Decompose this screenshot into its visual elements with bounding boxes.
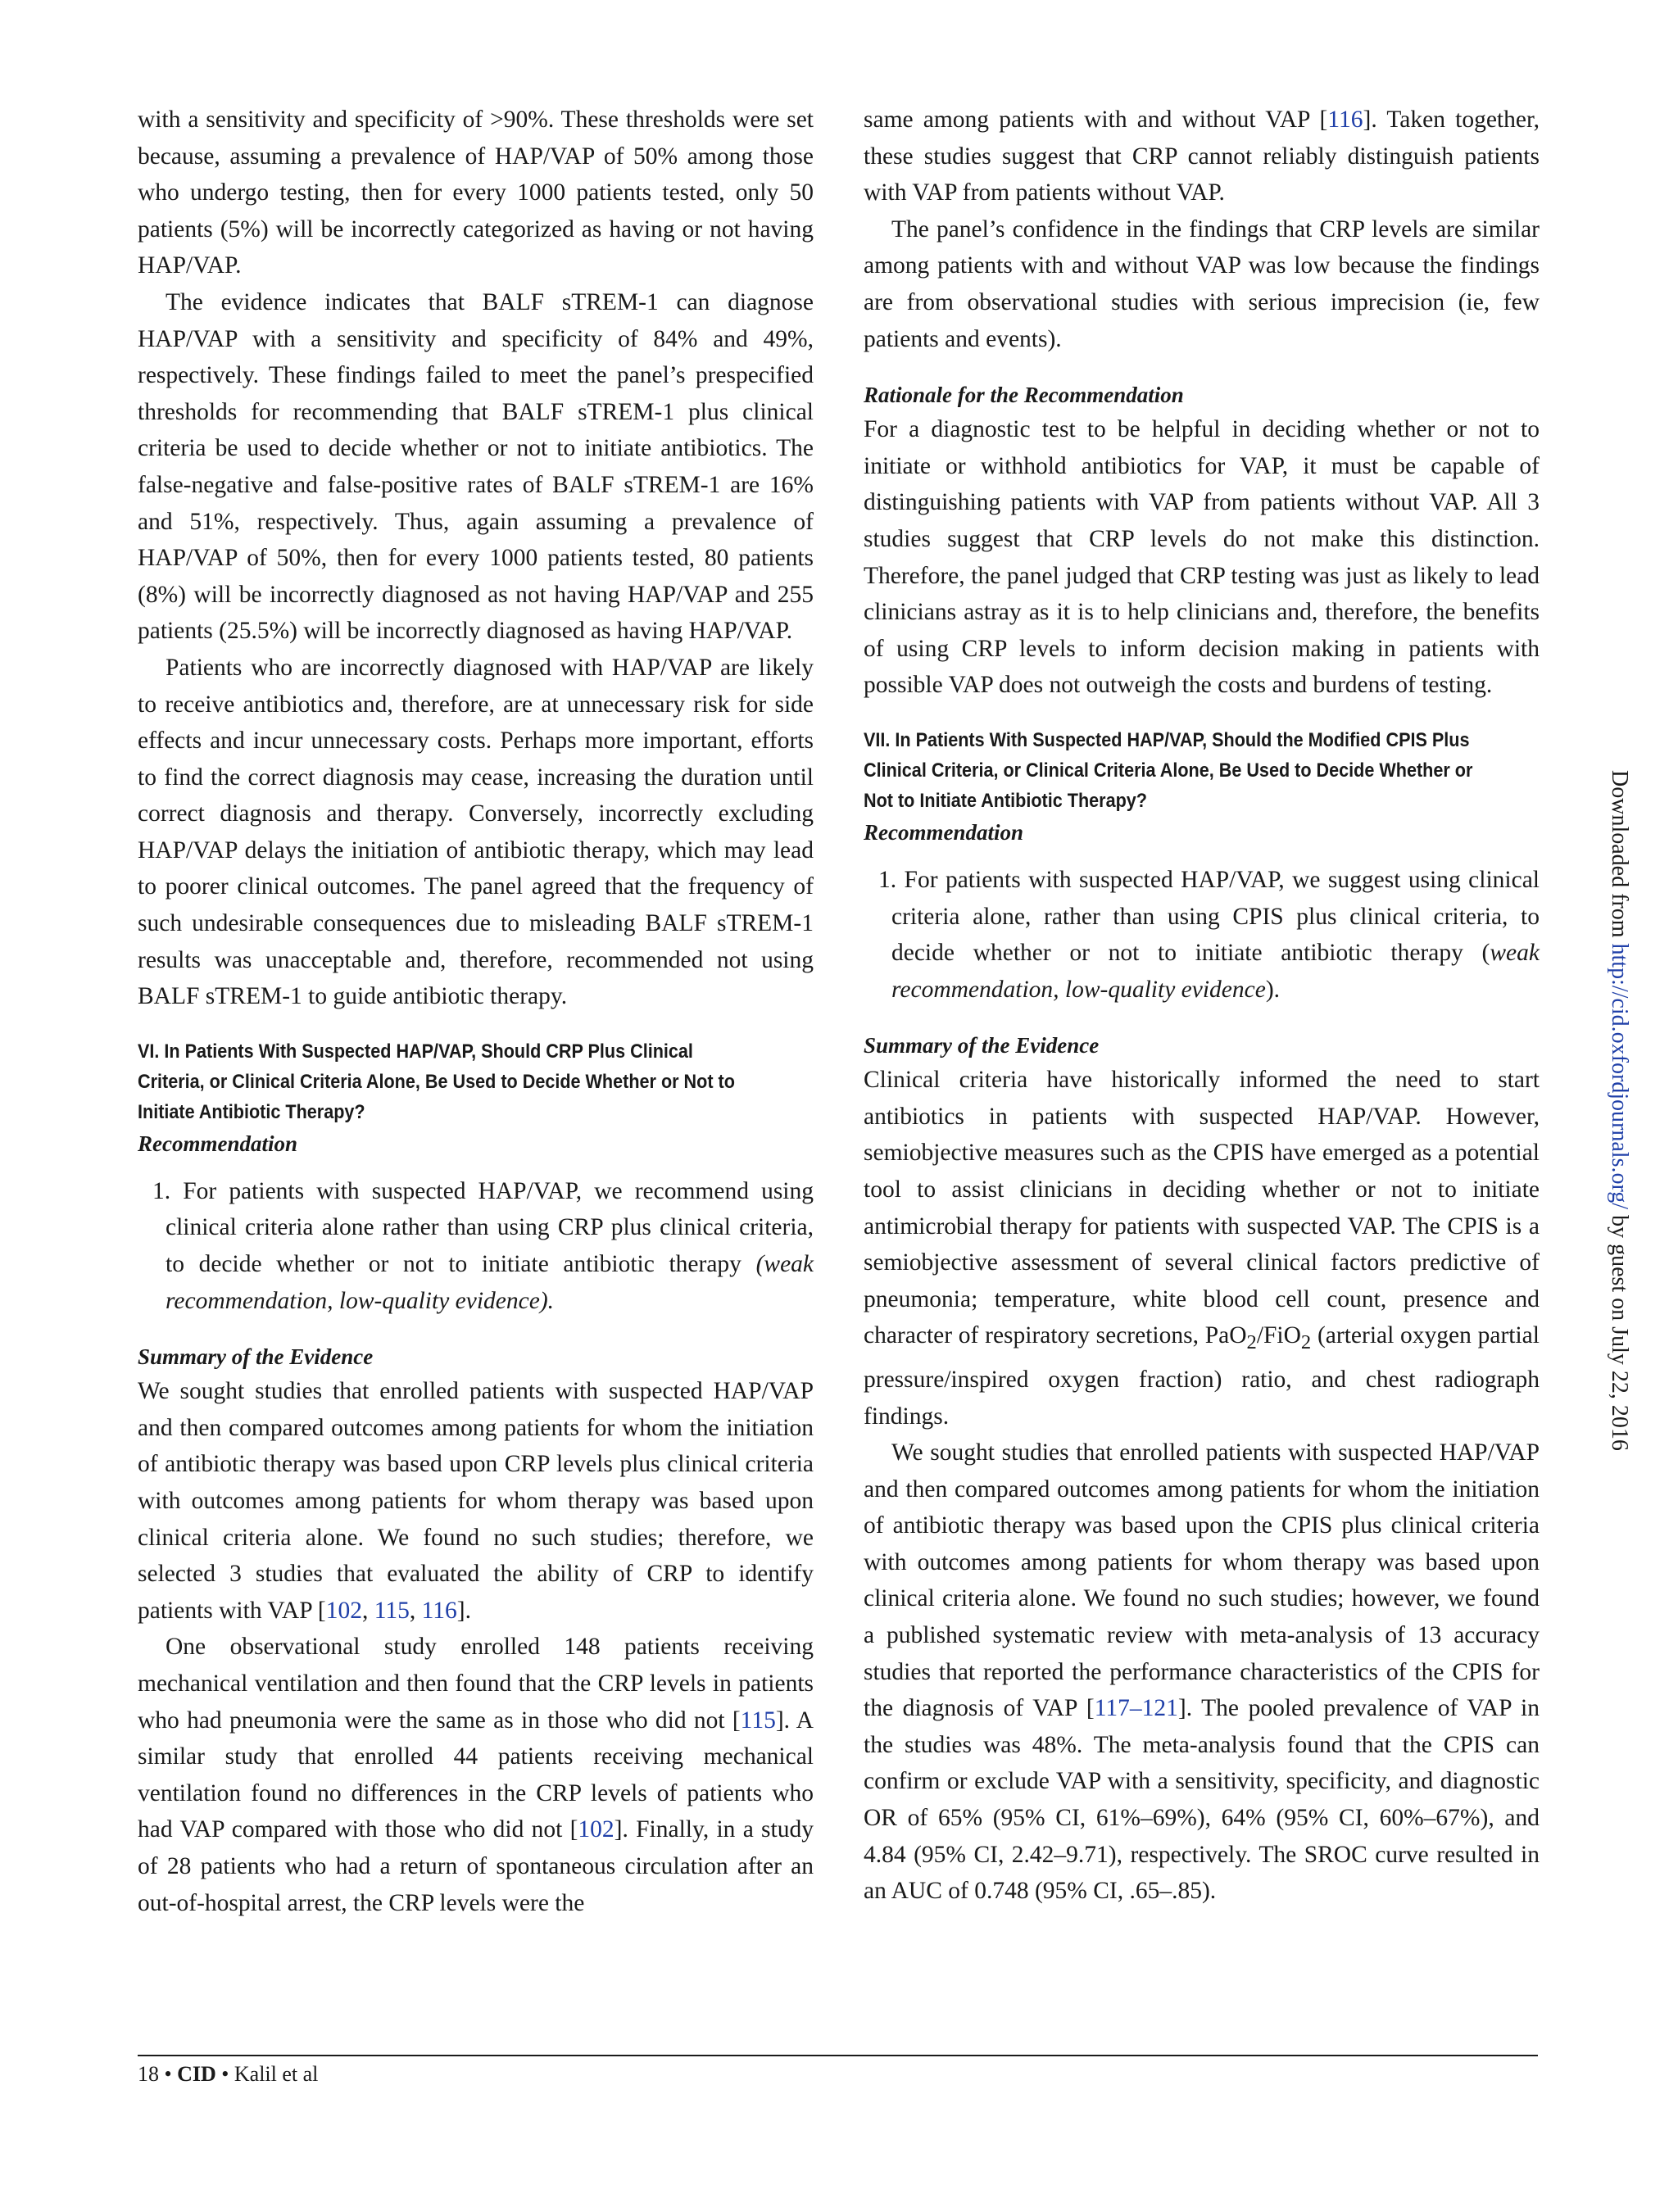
paragraph-text: One observational study enrolled 148 patients receiving mechanical ventilation and then found that the CRP levels in patients who had pneumonia were the same as in those who did not [	[138, 1634, 814, 1734]
paragraph-text: same among patients with and without VAP [	[864, 107, 1328, 133]
bullet: •	[221, 2062, 229, 2086]
recommendation-item	[138, 1173, 814, 1319]
citation-link[interactable]: 102	[578, 1816, 615, 1843]
paragraph-text: We sought studies that enrolled patients with suspected HAP/VAP and then compared outcomes among patients for whom the initiation of antibiotic therapy was based upon the CPIS plus clinical criteria with outcomes among patients for whom therapy was based upon clinical criteria alone. We found no such studies; however, we found a published systematic review with meta-analysis of 13 accuracy studies that reported the performance characteristics of the CPIS for the diagnosis of VAP [	[864, 1439, 1540, 1722]
paragraph	[864, 102, 1540, 211]
paragraph: The panel’s confidence in the findings that CRP levels are similar among patients with and without VAP was low because the findings are from observational studies with serious imprecision (ie, few patients and events).	[864, 215, 1540, 352]
citation-link[interactable]: 115	[740, 1707, 776, 1734]
journal-name: CID	[177, 2062, 216, 2086]
citation-link[interactable]: 115	[374, 1597, 410, 1624]
right-column	[864, 102, 1540, 1910]
page-number: 18	[138, 2062, 159, 2086]
bullet: •	[164, 2062, 172, 2086]
paragraph-text: ]. Taken together, these studies suggest that CRP cannot reliably distinguish patients with VAP from patients without VAP.	[864, 107, 1540, 206]
paragraph-text: Clinical criteria have historically informed the need to start antibiotics in patients with suspected HAP/VAP. However, semiobjective measures such as the CPIS have emerged as a potential tool to assist clinicians in deciding whether or not to initiate antimicrobial therapy for patients with suspected VAP. The CPIS is a semiobjective assessment of several clinical factors predictive of pneumonia; temperature, white blood cell count, presence and character of respiratory secretions, PaO	[864, 1067, 1540, 1349]
paragraph: with a sensitivity and specificity of >90%. These thresholds were set because, assuming a prevalence of HAP/VAP of 50% among those who undergo testing, then for every 1000 patients tested, only 50 patients (5%) will be incorrectly categorized as having or not having HAP/VAP.	[138, 107, 814, 279]
paragraph: We sought studies that enrolled patients with suspected HAP/VAP and then compared outcomes among patients for whom the initiation of antibiotic therapy was based upon CRP levels plus clinical criteria with outcomes among patients for whom therapy was based upon clinical criteria alone. We found no such studies; therefore, we selected 3 studies that evaluated the ability of CRP to identify patients with VAP [102, 115, 116].	[138, 1378, 814, 1624]
recommendation-text: ).	[1265, 976, 1281, 1003]
recommendation-text: 1. For patients with suspected HAP/VAP, we recommend using clinical criteria alone rather than using CRP plus clinical criteria, to decide whether or not to initiate antibiotic therapy	[152, 1177, 814, 1278]
footer-divider	[138, 2055, 1538, 2056]
authors: Kalil et al	[234, 2062, 319, 2086]
paragraph	[138, 1629, 814, 1921]
section-heading-vi	[138, 1036, 814, 1127]
subscript: 2	[1300, 1331, 1312, 1354]
heading-line: Criteria, or Clinical Criteria Alone, Be Used to Decide Whether or Not to	[138, 1070, 735, 1093]
download-notice-text: Downloaded from	[1607, 770, 1632, 944]
paragraph-text: ].	[456, 1597, 471, 1624]
download-notice	[1606, 770, 1632, 1451]
download-url-link[interactable]: http://cid.oxfordjournals.org/	[1607, 943, 1632, 1210]
paragraph-text: /FiO	[1256, 1322, 1301, 1349]
recommendation-text: 1. For patients with suspected HAP/VAP, we suggest using clinical criteria alone, rather than using CPIS plus clinical criteria, to decide whether or not to initiate antibiotic therapy (	[878, 866, 1540, 967]
summary-label: Summary of the Evidence	[138, 1344, 374, 1370]
paragraph: For a diagnostic test to be helpful in deciding whether or not to initiate or withhold antibiotics for VAP, it must be capable of distinguishing patients with VAP from patients without VAP. All 3 studies suggest that CRP levels do not make this distinction. Therefore, the panel judged that CRP testing was just as likely to lead clinicians astray as it is to help clinicians and, therefore, the benefits of using CRP levels to inform decision making in patients with possible VAP does not outweigh the costs and burdens of testing.	[864, 416, 1540, 699]
citation-link[interactable]: 116	[1327, 107, 1363, 133]
paragraph-text: We sought studies that enrolled patients with suspected HAP/VAP and then compared outcomes among patients for whom the initiation of antibiotic therapy was based upon CRP levels plus clinical criteria with outcomes among patients for whom therapy was based upon clinical criteria alone. We found no such studies; therefore, we selected 3 studies that evaluated the ability of CRP to identify patients with VAP [	[138, 1378, 814, 1624]
paragraph: Patients who are incorrectly diagnosed with HAP/VAP are likely to receive antibiotics and, therefore, are at unnecessary risk for side effects and incur unnecessary costs. Perhaps more important, efforts to find the correct diagnosis may cease, increasing the duration until correct diagnosis and therapy. Conversely, incorrectly excluding HAP/VAP delays the initiation of antibiotic therapy, which may lead to poorer clinical outcomes. The panel agreed that the frequency of such undesirable consequences due to misleading BALF sTREM-1 results was unacceptable and, therefore, recommended not using BALF sTREM-1 to guide antibiotic therapy.	[138, 654, 814, 1010]
citation-link[interactable]: 116	[421, 1597, 457, 1624]
recommendation-label: Recommendation	[864, 819, 1023, 845]
paragraph	[864, 1435, 1540, 1910]
paragraph	[864, 1062, 1540, 1435]
heading-line: VII. In Patients With Suspected HAP/VAP, Should the Modified CPIS Plus	[864, 728, 1470, 751]
paragraph-text: ]. A similar study that enrolled 44 patients receiving mechanical ventilation found no differences in the CRP levels of patients who had VAP compared with those who did not [	[138, 1707, 814, 1843]
recommendation-strength: (weak recommendation, low-quality evidence).	[166, 1251, 814, 1314]
paragraph-text: ]. The pooled prevalence of VAP in the studies was 48%. The meta-analysis found that the CPIS can confirm or exclude VAP with a sensitivity, specificity, and diagnostic OR of 65% (95% CI, 61%–69%), 64% (95% CI, 60%–67%), and 4.84 (95% CI, 2.42–9.71), respectively. The SROC curve resulted in an AUC of 0.748 (95% CI, .65–.85).	[864, 1695, 1540, 1905]
recommendation-item	[864, 862, 1540, 1008]
citation-link[interactable]: 117–121	[1094, 1695, 1178, 1722]
heading-line: VI. In Patients With Suspected HAP/VAP, Should CRP Plus Clinical	[138, 1040, 693, 1063]
rationale-label: Rationale for the Recommendation	[864, 383, 1184, 408]
download-notice-text: by guest on July 22, 2016	[1607, 1209, 1632, 1451]
summary-label: Summary of the Evidence	[864, 1033, 1100, 1058]
paragraph-text: (arterial oxygen partial pressure/inspired oxygen fraction) ratio, and chest radiograph findings.	[864, 1322, 1540, 1430]
left-column	[138, 102, 814, 1921]
page-footer	[138, 2062, 318, 2087]
section-heading-vii	[864, 725, 1540, 816]
recommendation-strength: weak recommendation, low-quality evidence	[891, 940, 1540, 1003]
paragraph-text: ]. Finally, in a study of 28 patients who had a return of spontaneous circulation after an out-of-hospital arrest, the CRP levels were the	[138, 1816, 814, 1916]
heading-line: Not to Initiate Antibiotic Therapy?	[864, 789, 1147, 812]
recommendation-label: Recommendation	[138, 1131, 297, 1156]
heading-line: Clinical Criteria, or Clinical Criteria Alone, Be Used to Decide Whether or	[864, 759, 1473, 782]
paragraph: The evidence indicates that BALF sTREM-1 can diagnose HAP/VAP with a sensitivity and specificity of 84% and 49%, respectively. These findings failed to meet the panel’s prespecified thresholds for recommending that BALF sTREM-1 plus clinical criteria be used to decide whether or not to initiate antibiotics. The false-negative and false-positive rates of BALF sTREM-1 are 16% and 51%, respectively. Thus, again assuming a prevalence of HAP/VAP of 50%, then for every 1000 patients tested, 80 patients (8%) will be incorrectly diagnosed as not having HAP/VAP and 255 patients (25.5%) will be incorrectly diagnosed as having HAP/VAP.	[138, 288, 814, 645]
heading-line: Initiate Antibiotic Therapy?	[138, 1100, 365, 1123]
subscript: 2	[1246, 1331, 1257, 1354]
citation-link[interactable]: 102	[325, 1597, 362, 1624]
